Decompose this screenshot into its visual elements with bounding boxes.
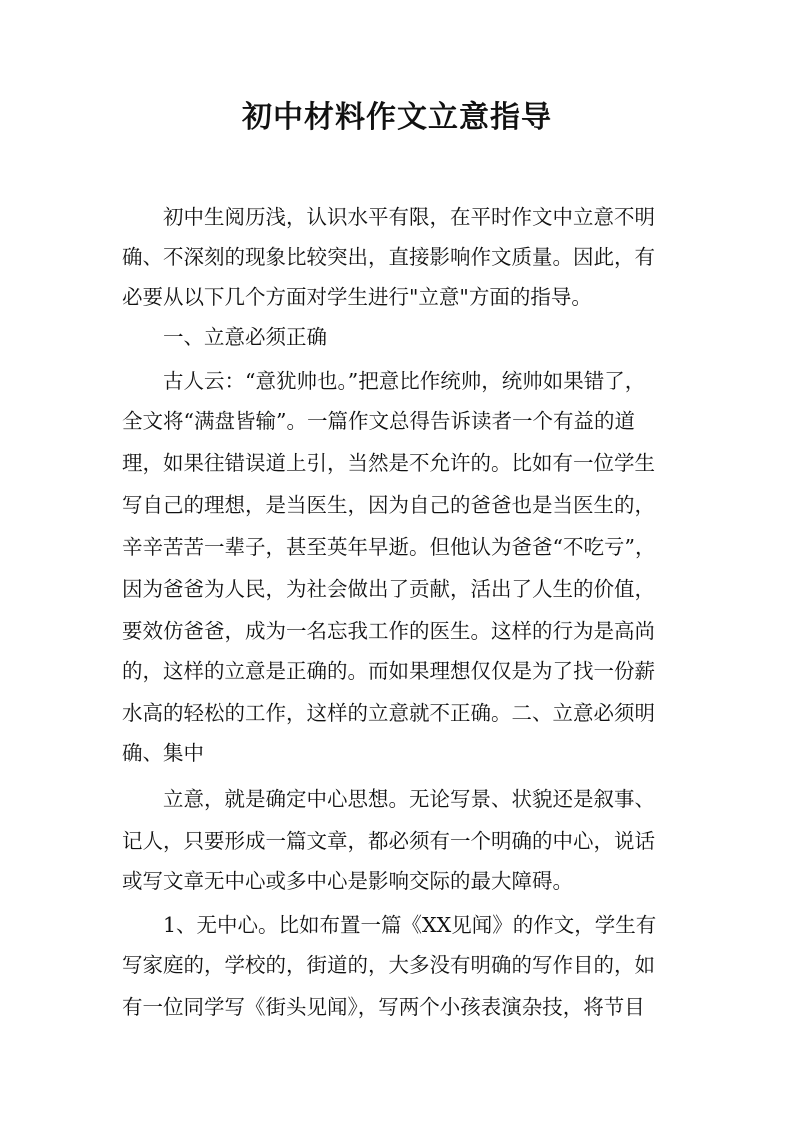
paragraph-line: 记人，只要形成一篇文章，都必须有一个明确的中心，说话: [122, 829, 655, 853]
paragraph-line: 水高的轻松的工作，这样的立意就不正确。二、立意必须明: [122, 701, 655, 725]
paragraph-line: 确、集中: [122, 741, 204, 765]
paragraph-line: 的，这样的立意是正确的。而如果理想仅仅是为了找一份薪: [122, 659, 655, 683]
paragraph-line: 有一位同学写《街头见闻》，写两个小孩表演杂技，将节目: [122, 995, 645, 1019]
paragraph-line: 写自己的理想，是当医生，因为自己的爸爸也是当医生的，: [122, 493, 655, 517]
section-heading: 一、立意必须正确: [163, 325, 327, 349]
list-item-line: 1、无中心。比如布置一篇《XX见闻》的作文，学生有: [163, 913, 657, 937]
paragraph-line: 或写文章无中心或多中心是影响交际的最大障碍。: [122, 869, 573, 893]
paragraph-line: 辛辛苦苦一辈子，甚至英年早逝。但他认为爸爸“不吃亏”，: [122, 535, 656, 559]
paragraph-line: 初中生阅历浅，认识水平有限，在平时作文中立意不明: [163, 205, 655, 229]
paragraph-line: 因为爸爸为人民，为社会做出了贡献，活出了人生的价值，: [122, 577, 655, 601]
paragraph-line: 确、不深刻的现象比较突出，直接影响作文质量。因此，有: [122, 245, 655, 269]
paragraph-line: 写家庭的，学校的，街道的，大多没有明确的写作目的，如: [122, 953, 655, 977]
paragraph-line: 全文将“满盘皆输”。一篇作文总得告诉读者一个有益的道: [122, 409, 635, 433]
paragraph-line: 古人云：“意犹帅也。”把意比作统帅，统帅如果错了，: [163, 369, 646, 393]
paragraph-line: 必要从以下几个方面对学生进行"立意"方面的指导。: [122, 285, 592, 309]
document-title: 初中材料作文立意指导: [242, 100, 552, 135]
paragraph-line: 立意，就是确定中心思想。无论写景、状貌还是叙事、: [163, 787, 655, 811]
paragraph-line: 理，如果往错误道上引，当然是不允许的。比如有一位学生: [122, 451, 655, 475]
paragraph-line: 要效仿爸爸，成为一名忘我工作的医生。这样的行为是高尚: [122, 619, 655, 643]
